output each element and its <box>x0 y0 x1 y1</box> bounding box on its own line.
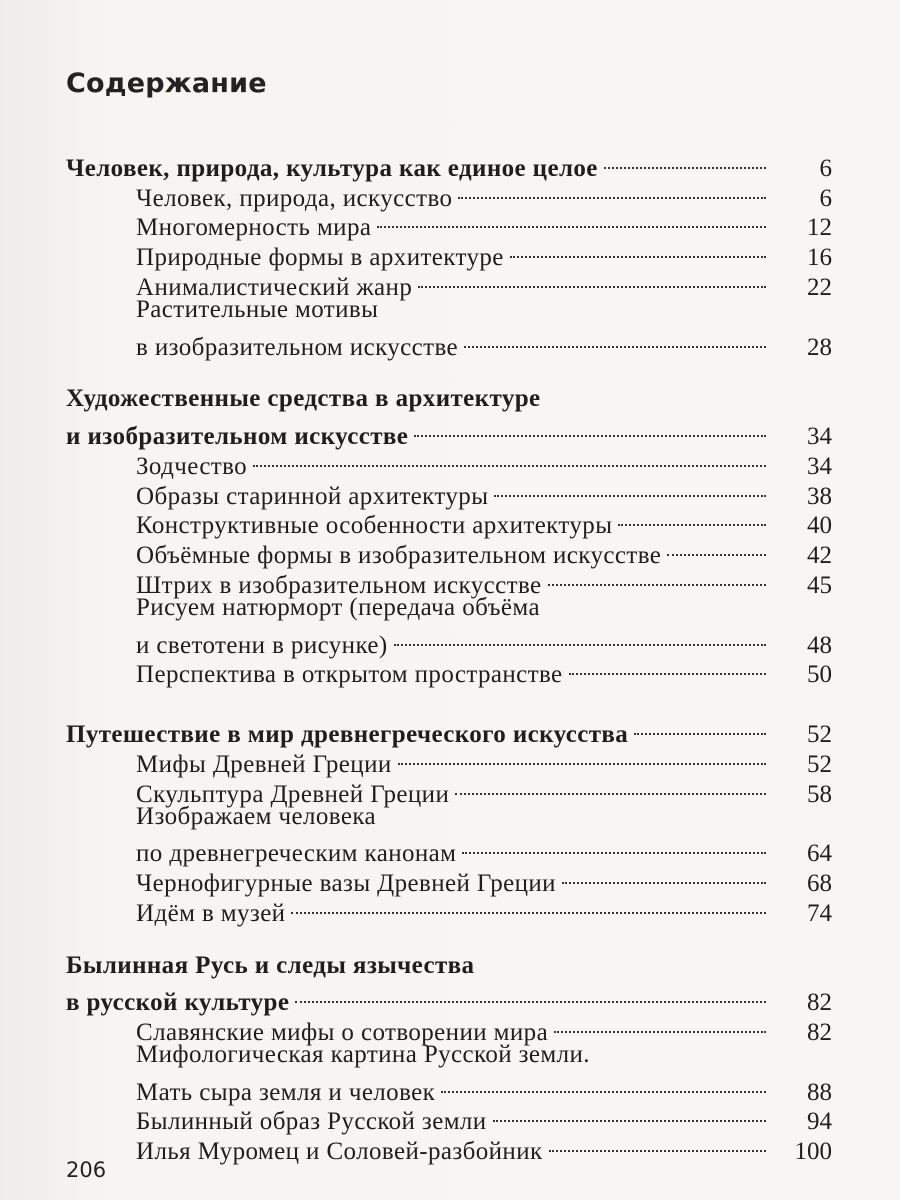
toc-page-number: 40 <box>807 512 832 540</box>
toc-page-number: 64 <box>807 840 832 868</box>
chapter-title: Человек, природа, культура как единое целое <box>66 154 598 182</box>
toc-page-number: 58 <box>807 780 832 808</box>
toc-section <box>66 951 832 1166</box>
toc-page-number: 82 <box>807 1018 832 1046</box>
entry-title: Образы старинной архитектуры <box>136 482 489 510</box>
page-number: 206 <box>66 1158 107 1182</box>
toc-entry-line <box>66 623 832 659</box>
toc-page-number: 74 <box>807 899 832 927</box>
toc-entry-line <box>66 295 832 325</box>
toc-page-number: 52 <box>807 720 832 748</box>
dot-leader <box>464 325 766 355</box>
toc-page-number: 50 <box>807 661 832 689</box>
entry-title: Растительные мотивы <box>136 295 379 323</box>
dot-leader <box>667 533 766 563</box>
toc-page-number: 100 <box>794 1138 832 1166</box>
dot-leader <box>295 980 766 1010</box>
entry-title: Объёмные формы в изобразительном искусстве <box>136 542 662 570</box>
toc-page-number: 42 <box>807 542 832 570</box>
toc-page-number: 45 <box>807 571 832 599</box>
dot-leader <box>458 176 766 206</box>
entry-title: Перспектива в открытом пространстве <box>136 661 563 689</box>
entry-title: Конструктивные особенности архитектуры <box>136 512 613 540</box>
dot-leader <box>253 444 766 474</box>
entry-title: Человек, природа, искусство <box>136 184 453 212</box>
dot-leader <box>414 414 766 444</box>
toc-page-number: 82 <box>807 989 832 1017</box>
entry-title: Многомерность мира <box>136 214 372 242</box>
dot-leader <box>418 265 766 295</box>
entry-title: Мифологическая картина Русской земли. <box>136 1040 590 1068</box>
chapter-title: в русской культуре <box>66 989 290 1017</box>
toc-entry-line <box>66 1070 832 1106</box>
entry-title: Зодчество <box>136 452 248 480</box>
entry-title: Славянские мифы о сотворении мира <box>136 1018 549 1046</box>
toc-page-number: 22 <box>807 273 832 301</box>
toc-entry-line <box>66 593 832 623</box>
toc-page-number: 34 <box>807 452 832 480</box>
toc-chapter-line <box>66 712 832 748</box>
toc-page-number: 6 <box>819 154 832 182</box>
page-title: Содержание <box>66 68 267 99</box>
toc-chapter-line <box>66 951 832 981</box>
toc-page-number: 48 <box>807 631 832 659</box>
toc-page-number: 12 <box>807 214 832 242</box>
entry-title: Природные формы в архитектуре <box>136 244 504 272</box>
toc-section <box>66 712 832 927</box>
dot-leader <box>554 1010 766 1040</box>
dot-leader <box>494 474 766 504</box>
dot-leader <box>510 235 766 265</box>
dot-leader <box>634 712 766 742</box>
dot-leader <box>441 1070 766 1100</box>
entry-title: в изобразительном искусстве <box>136 333 459 361</box>
chapter-title: Былинная Русь и следы язычества <box>66 951 475 979</box>
dot-leader <box>549 1129 766 1159</box>
dot-leader <box>455 772 766 802</box>
entry-title: Мать сыра земля и человек <box>136 1078 436 1106</box>
entry-title: Изображаем человека <box>136 802 376 830</box>
entry-title: Чернофигурные вазы Древней Греции <box>136 869 556 897</box>
chapter-title: Путешествие в мир древнегреческого искусства <box>66 720 629 748</box>
toc-chapter-line <box>66 980 832 1017</box>
entry-title: Илья Муромец и Соловей-разбойник <box>136 1138 543 1166</box>
dot-leader <box>562 861 766 891</box>
entry-title: Анималистический жанр <box>136 273 413 301</box>
entry-title: Былинный образ Русской земли <box>136 1108 487 1136</box>
dot-leader <box>604 146 766 176</box>
chapter-title: и изобразительном искусстве <box>66 422 409 450</box>
toc-page-number: 38 <box>807 482 832 510</box>
toc-chapter-line <box>66 146 832 182</box>
entry-title: по древнегреческим канонам <box>136 840 457 868</box>
toc-section <box>66 384 832 689</box>
toc-chapter-line <box>66 414 832 450</box>
entry-title: Мифы Древней Греции <box>136 750 392 778</box>
entry-title: и светотени в рисунке) <box>136 631 388 659</box>
dot-leader <box>291 891 766 921</box>
toc-page-number: 28 <box>807 333 832 361</box>
dot-leader <box>394 623 766 653</box>
toc-entry-line <box>66 831 832 868</box>
toc-page-number: 68 <box>807 869 832 897</box>
dot-leader <box>618 504 766 534</box>
toc-page-number: 34 <box>807 422 832 450</box>
toc-page-number: 52 <box>807 750 832 778</box>
toc-section <box>66 146 832 361</box>
toc-chapter-line <box>66 384 832 414</box>
dot-leader <box>493 1100 766 1130</box>
toc-page-number: 88 <box>807 1078 832 1106</box>
dot-leader <box>462 831 766 861</box>
dot-leader <box>377 206 766 236</box>
dot-leader <box>548 563 766 593</box>
chapter-title: Художественные средства в архитектуре <box>66 385 541 413</box>
toc-entry-line <box>66 325 832 361</box>
entry-title: Рисуем натюрморт (передача объёма <box>136 593 540 621</box>
entry-title: Штрих в изобразительном искусстве <box>136 571 542 599</box>
entry-title: Скульптура Древней Греции <box>136 780 450 808</box>
table-of-contents <box>66 146 832 1189</box>
toc-page-number: 6 <box>819 184 832 212</box>
toc-entry-line <box>66 1040 832 1070</box>
dot-leader <box>569 653 766 683</box>
dot-leader <box>398 742 766 772</box>
entry-title: Идём в музей <box>136 899 286 927</box>
toc-page-number: 16 <box>807 244 832 272</box>
toc-page-number: 94 <box>807 1108 832 1136</box>
